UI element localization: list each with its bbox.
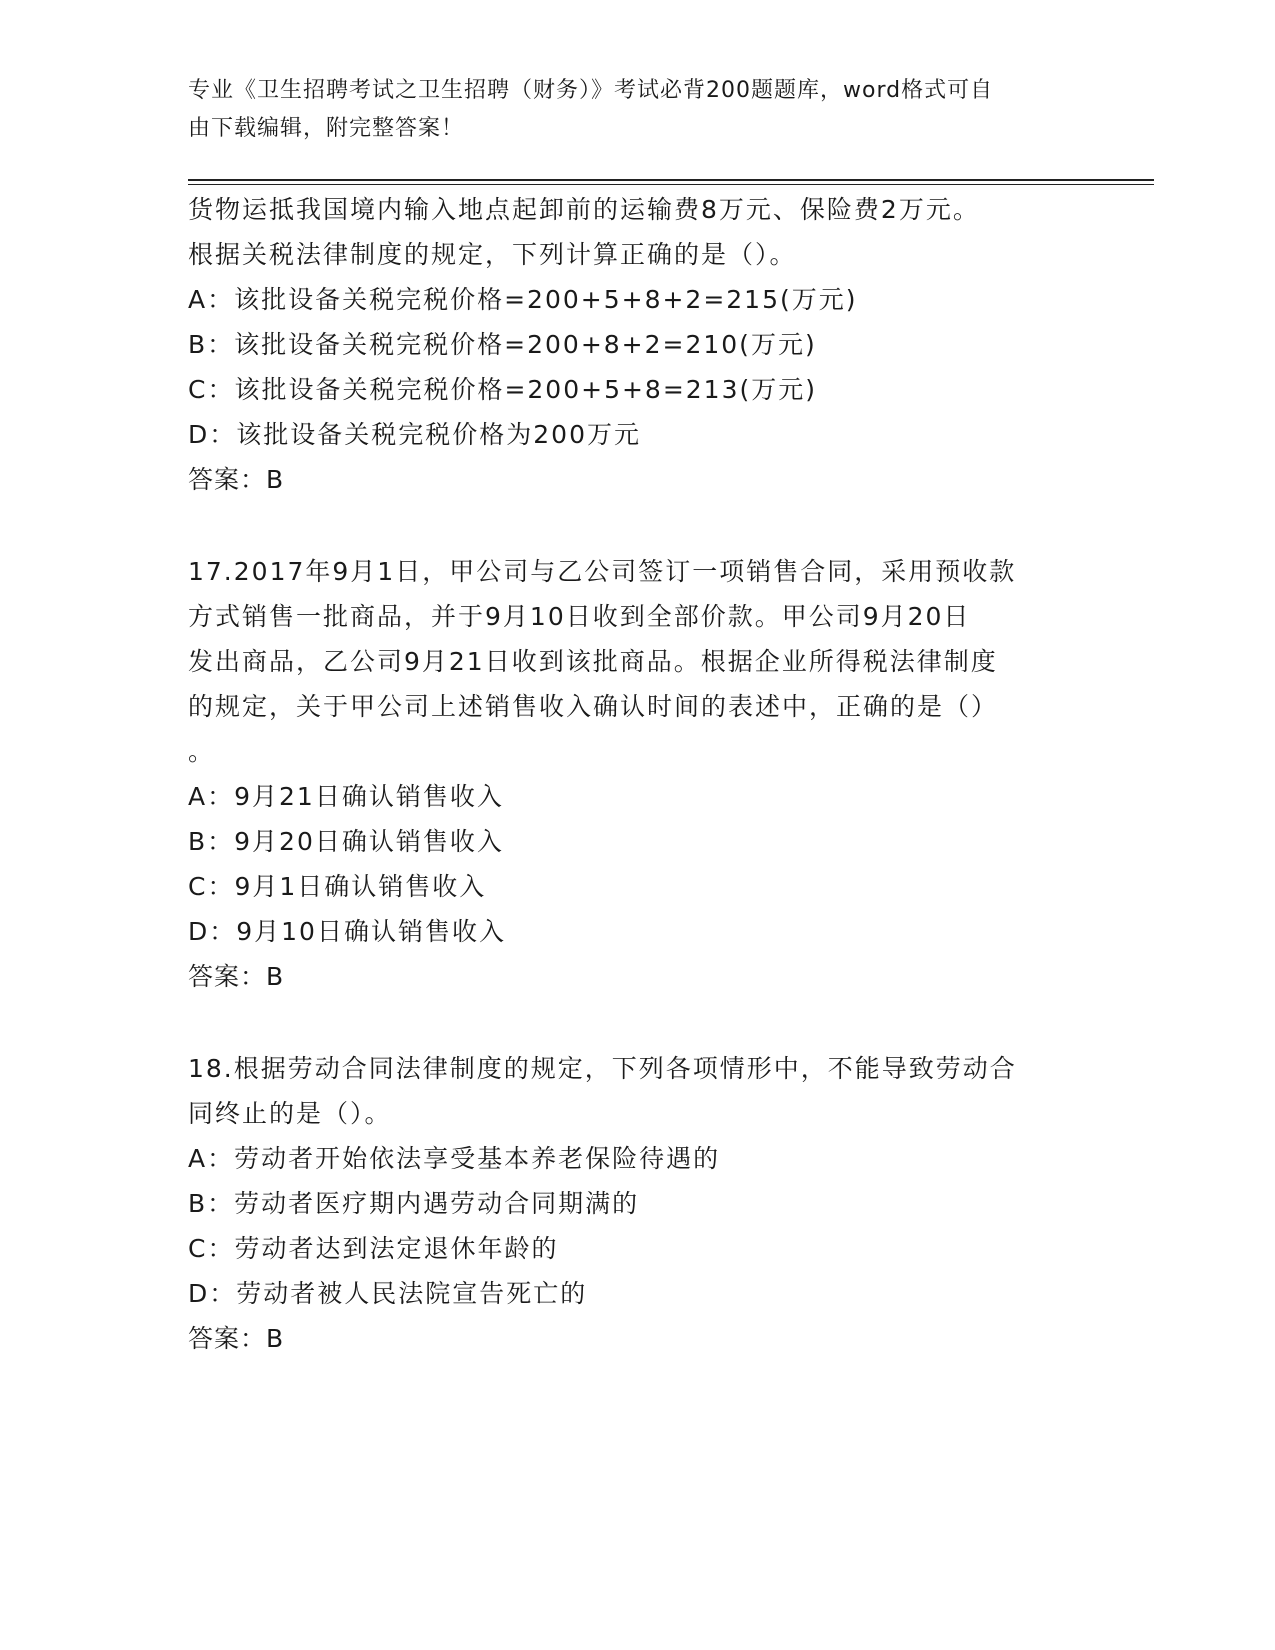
question-18-text-line: 18.根据劳动合同法律制度的规定，下列各项情形中，不能导致劳动合: [188, 1054, 1017, 1083]
question-17-block: [188, 549, 1088, 999]
question-16-option-a: A：该批设备关税完税价格=200+5+8+2=215(万元): [188, 285, 858, 314]
question-18-text-line: 同终止的是（）。: [188, 1099, 392, 1128]
question-17-option-b: B：9月20日确认销售收入: [188, 827, 504, 856]
question-18-option-a: A：劳动者开始依法享受基本养老保险待遇的: [188, 1144, 721, 1173]
question-16-option-d: D：该批设备关税完税价格为200万元: [188, 420, 641, 449]
question-17-option-a: A：9月21日确认销售收入: [188, 782, 504, 811]
question-17-text-line: 发出商品，乙公司9月21日收到该批商品。根据企业所得税法律制度: [188, 647, 998, 676]
header-line-1: 专业《卫生招聘考试之卫生招聘（财务）》考试必背200题题库，word格式可自: [188, 78, 994, 103]
header-divider-thin: [188, 184, 1154, 185]
document-body: [188, 187, 1088, 1361]
question-17-text-line: 17.2017年9月1日，甲公司与乙公司签订一项销售合同，采用预收款: [188, 557, 1017, 586]
question-17-option-c: C：9月1日确认销售收入: [188, 872, 487, 901]
question-17-text-line: 的规定，关于甲公司上述销售收入确认时间的表述中，正确的是（）: [188, 692, 999, 721]
page-header: [188, 72, 1068, 148]
question-17-text-line: 方式销售一批商品，并于9月10日收到全部价款。甲公司9月20日: [188, 602, 971, 631]
question-16-text-line: 货物运抵我国境内输入地点起卸前的运输费8万元、保险费2万元。: [188, 195, 980, 224]
question-18-answer: 答案：B: [188, 1324, 285, 1353]
question-16-option-c: C：该批设备关税完税价格=200+5+8=213(万元): [188, 375, 817, 404]
question-17-text-line: 。: [188, 737, 216, 766]
question-18-option-d: D：劳动者被人民法院宣告死亡的: [188, 1279, 588, 1308]
question-16-text-line: 根据关税法律制度的规定，下列计算正确的是（）。: [188, 240, 797, 269]
question-16-option-b: B：该批设备关税完税价格=200+8+2=210(万元): [188, 330, 817, 359]
question-spacer: [188, 999, 1088, 1046]
header-line-2: 由下载编辑，附完整答案！: [188, 116, 465, 141]
question-16-answer: 答案：B: [188, 465, 285, 494]
question-18-block: [188, 1046, 1088, 1361]
question-18-option-c: C：劳动者达到法定退休年龄的: [188, 1234, 559, 1263]
question-16-block: [188, 187, 1088, 502]
header-divider-thick: [188, 179, 1154, 181]
question-17-answer: 答案：B: [188, 962, 285, 991]
question-17-option-d: D：9月10日确认销售收入: [188, 917, 506, 946]
question-18-option-b: B：劳动者医疗期内遇劳动合同期满的: [188, 1189, 640, 1218]
question-spacer: [188, 502, 1088, 549]
